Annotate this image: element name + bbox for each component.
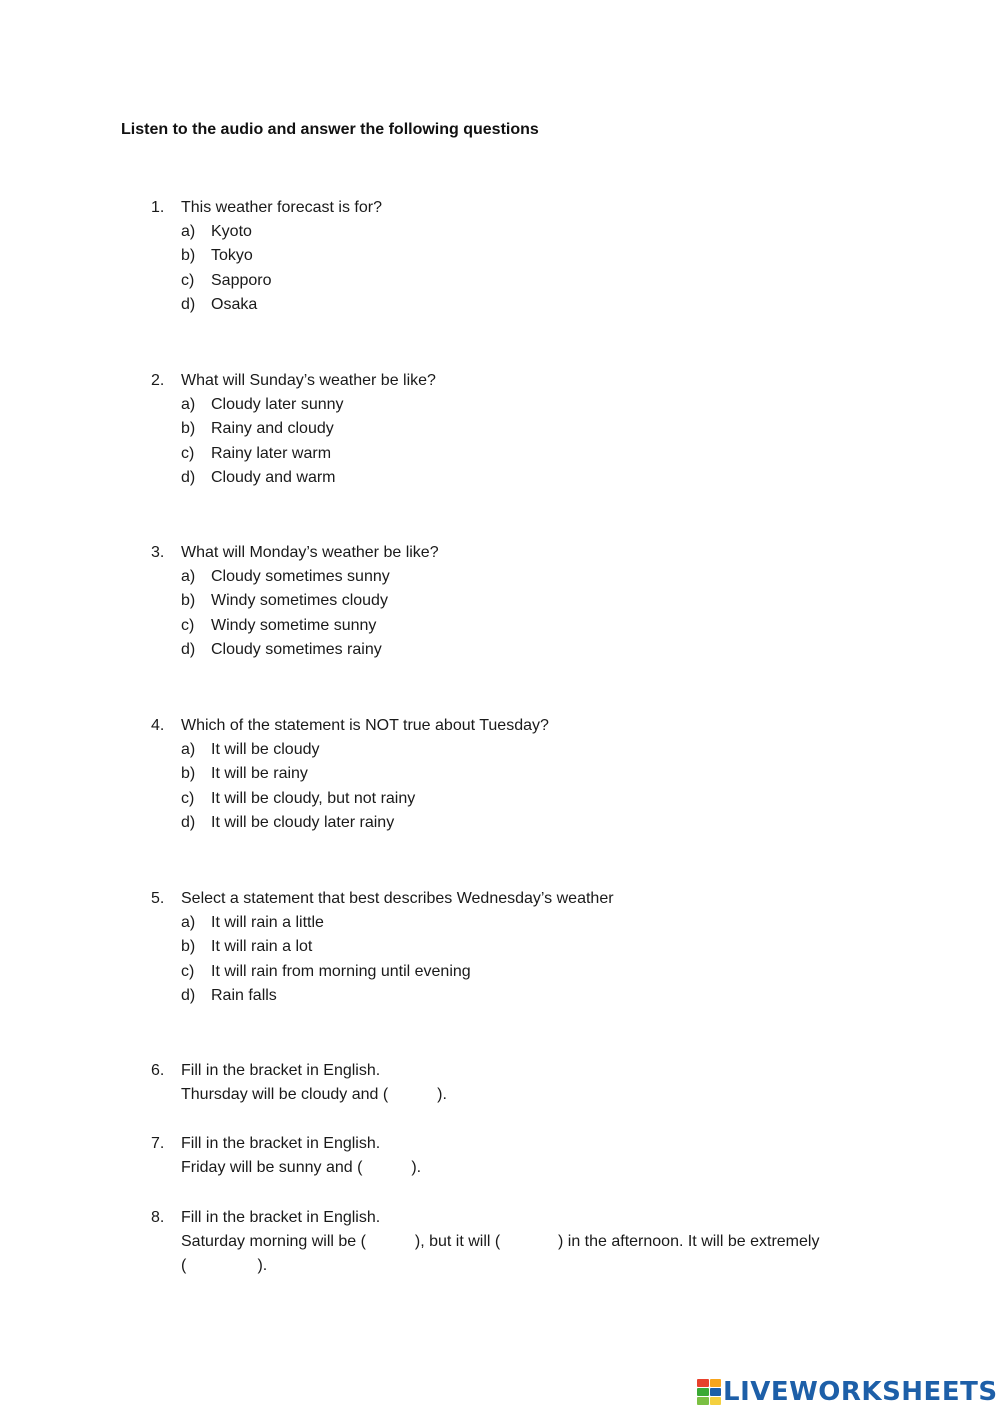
question-number: 5. — [151, 890, 165, 907]
option-a[interactable]: a) It will be cloudy — [181, 741, 320, 759]
question-number: 4. — [151, 717, 165, 734]
question-7 — [151, 1132, 421, 1180]
option-b[interactable]: b) It will rain a lot — [181, 938, 313, 956]
question-number: 3. — [151, 544, 165, 561]
option-d[interactable]: d) It will be cloudy later rainy — [181, 813, 395, 831]
fill-in-blank[interactable]: Saturday morning will be ( ), but it will ( ) in the afternoon. It will be extremely ( ). — [181, 1233, 824, 1275]
question-number: 6. — [151, 1062, 165, 1079]
logo-square — [710, 1379, 722, 1387]
question-3 — [151, 541, 439, 662]
question-6 — [151, 1059, 447, 1107]
option-a[interactable]: a) Cloudy sometimes sunny — [181, 568, 390, 586]
option-d[interactable]: d) Cloudy and warm — [181, 468, 336, 486]
option-d[interactable]: d) Rain falls — [181, 986, 277, 1004]
question-number: 8. — [151, 1209, 165, 1226]
logo-square — [710, 1388, 722, 1396]
option-b[interactable]: b) Rainy and cloudy — [181, 420, 334, 438]
option-d[interactable]: d) Osaka — [181, 295, 258, 313]
instruction-heading: Listen to the audio and answer the following questions — [121, 121, 539, 138]
question-text: Fill in the bracket in English. — [181, 1209, 381, 1226]
option-a[interactable]: a) Kyoto — [181, 223, 252, 241]
option-c[interactable]: c) Windy sometime sunny — [181, 616, 377, 634]
option-a[interactable]: a) Cloudy later sunny — [181, 396, 344, 414]
question-8 — [151, 1206, 824, 1279]
question-text: Fill in the bracket in English. — [181, 1062, 381, 1079]
question-text: Which of the statement is NOT true about Tuesday? — [181, 717, 549, 734]
option-c[interactable]: c) Sapporo — [181, 271, 272, 289]
question-text: What will Monday’s weather be like? — [181, 544, 439, 561]
question-4 — [151, 714, 549, 835]
question-text: Fill in the bracket in English. — [181, 1135, 381, 1152]
logo-square — [697, 1379, 709, 1387]
question-text: This weather forecast is for? — [181, 199, 382, 216]
option-d[interactable]: d) Cloudy sometimes rainy — [181, 640, 382, 658]
option-b[interactable]: b) It will be rainy — [181, 765, 308, 783]
option-a[interactable]: a) It will rain a little — [181, 914, 324, 932]
option-c[interactable]: c) Rainy later warm — [181, 444, 332, 462]
fill-in-blank[interactable]: Friday will be sunny and ( ). — [181, 1159, 422, 1177]
question-2 — [151, 369, 436, 490]
question-text: What will Sunday’s weather be like? — [181, 372, 436, 389]
liveworksheets-logo — [697, 1377, 998, 1407]
question-number: 2. — [151, 372, 165, 389]
option-c[interactable]: c) It will be cloudy, but not rainy — [181, 789, 416, 807]
logo-square — [697, 1388, 709, 1396]
logo-square — [697, 1397, 709, 1405]
option-b[interactable]: b) Windy sometimes cloudy — [181, 592, 388, 610]
option-c[interactable]: c) It will rain from morning until evening — [181, 962, 471, 980]
question-1 — [151, 196, 382, 317]
fill-in-blank[interactable]: Thursday will be cloudy and ( ). — [181, 1086, 447, 1104]
question-number: 7. — [151, 1135, 165, 1152]
question-5 — [151, 887, 614, 1008]
logo-mark-icon — [697, 1379, 721, 1405]
option-b[interactable]: b) Tokyo — [181, 247, 253, 265]
question-text: Select a statement that best describes Wednesday’s weather — [181, 890, 614, 907]
question-number: 1. — [151, 199, 165, 216]
logo-square — [710, 1397, 722, 1405]
logo-text: LIVEWORKSHEETS — [723, 1377, 998, 1407]
